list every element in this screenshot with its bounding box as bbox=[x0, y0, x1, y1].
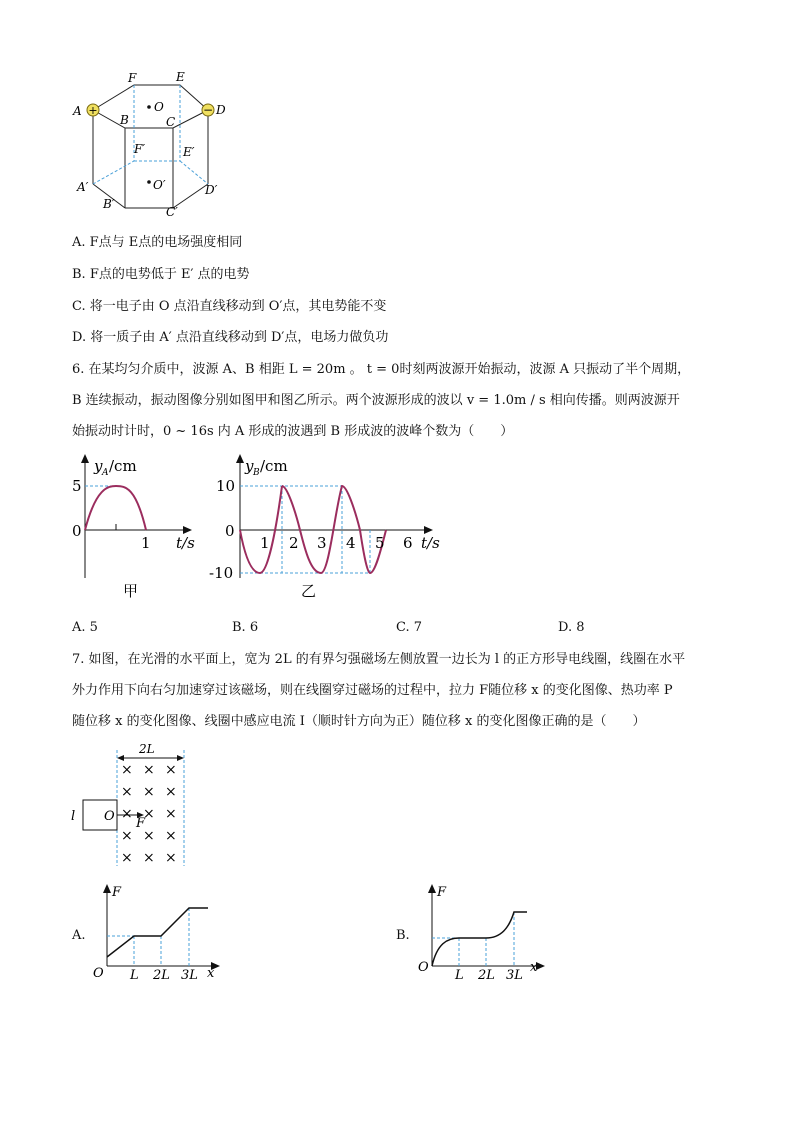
graph-b-tick-neg10: -10 bbox=[209, 564, 234, 582]
field-cross: × bbox=[121, 762, 133, 778]
graph-a-tick-5: 5 bbox=[72, 477, 82, 495]
graph-a bbox=[68, 450, 198, 602]
label-O: O bbox=[154, 100, 164, 114]
option-b-tick: 3L bbox=[506, 968, 523, 980]
graph-a-tick-0: 0 bbox=[72, 522, 82, 540]
option-a-tick: 2L bbox=[153, 968, 170, 980]
q7-option-b-graph bbox=[413, 880, 553, 980]
label-A-prime: A′ bbox=[77, 180, 89, 194]
q5-option-b: B. F点的电势低于 E′ 点的电势 bbox=[72, 267, 250, 282]
field-cross: × bbox=[143, 806, 155, 822]
label-F-prime: F′ bbox=[134, 142, 146, 156]
q7-line-1: 7. 如图，在光滑的水平面上，宽为 2L 的有界匀强磁场左侧放置一边长为 l 的正方形导电线圈，线圈在水平 bbox=[72, 652, 686, 667]
q6-option-d: D. 8 bbox=[558, 620, 585, 635]
field-figure bbox=[66, 738, 196, 870]
option-b-tick: L bbox=[455, 968, 464, 980]
field-cross: × bbox=[165, 806, 177, 822]
plus-sign: + bbox=[88, 104, 98, 117]
q6-line-2: B 连续振动，振动图像分别如图甲和图乙所示。两个波源形成的波以 v = 1.0m / s 相向传播。则两波源开 bbox=[72, 393, 680, 408]
graph-a-caption: 甲 bbox=[123, 582, 139, 600]
field-cross: × bbox=[165, 784, 177, 800]
option-b-ylabel: F bbox=[437, 885, 447, 900]
label-E: E bbox=[176, 70, 185, 84]
q6-line-3: 始振动时计时，0 ~ 16s 内 A 形成的波遇到 B 形成波的波峰个数为（ ） bbox=[72, 424, 514, 439]
graph-a-xlabel: t/s bbox=[176, 534, 195, 552]
field-cross: × bbox=[121, 828, 133, 844]
force-label: F bbox=[136, 816, 146, 831]
q7-option-a-letter: A. bbox=[72, 928, 86, 943]
coil-origin-label: O bbox=[104, 809, 115, 824]
q6-option-a: A. 5 bbox=[72, 620, 98, 635]
option-b-xlabel: x bbox=[530, 960, 538, 975]
graph-b-xlabel: t/s bbox=[421, 534, 440, 552]
q6-line-1: 6. 在某均匀介质中，波源 A、B 相距 L = 20m 。 t = 0时刻两波源开始振动，波源 A 只振动了半个周期， bbox=[72, 362, 691, 377]
option-b-origin: O bbox=[418, 960, 429, 975]
q5-option-d: D. 将一质子由 A′ 点沿直线移动到 D′点，电场力做负功 bbox=[72, 330, 389, 345]
q6-option-c: C. 7 bbox=[396, 620, 423, 635]
q5-option-c: C. 将一电子由 O 点沿直线移动到 O′点，其电势能不变 bbox=[72, 299, 387, 314]
label-B-prime: B′ bbox=[103, 197, 115, 211]
field-cross: × bbox=[121, 806, 133, 822]
option-a-origin: O bbox=[93, 966, 104, 980]
field-cross: × bbox=[121, 850, 133, 866]
field-cross: × bbox=[143, 784, 155, 800]
graph-b-xtick: 4 bbox=[346, 534, 356, 552]
field-cross: × bbox=[143, 850, 155, 866]
option-a-ylabel: F bbox=[112, 885, 122, 900]
label-O-prime: O′ bbox=[153, 178, 166, 192]
label-C-prime: C′ bbox=[166, 205, 178, 219]
graph-a-yunit: /cm bbox=[109, 457, 137, 475]
label-B: B bbox=[120, 113, 129, 127]
graph-b-xtick: 3 bbox=[317, 534, 327, 552]
minus-sign: − bbox=[202, 103, 214, 117]
label-F: F bbox=[128, 71, 137, 85]
label-A: A bbox=[73, 104, 82, 118]
label-D: D bbox=[216, 103, 226, 117]
field-cross: × bbox=[165, 828, 177, 844]
field-cross: × bbox=[165, 850, 177, 866]
field-width-label: 2L bbox=[139, 742, 155, 756]
graph-b bbox=[205, 450, 450, 602]
field-cross: × bbox=[165, 762, 177, 778]
field-cross: × bbox=[143, 828, 155, 844]
q7-option-b-letter: B. bbox=[396, 928, 410, 943]
graph-b-xtick: 5 bbox=[375, 534, 385, 552]
q6-option-b: B. 6 bbox=[232, 620, 259, 635]
graph-b-ylabel: y bbox=[245, 457, 254, 475]
option-a-tick: L bbox=[130, 968, 139, 980]
graph-b-yunit: /cm bbox=[260, 457, 288, 475]
label-C: C bbox=[166, 115, 176, 129]
graph-b-tick-10: 10 bbox=[216, 477, 236, 495]
graph-b-tick-0: 0 bbox=[225, 522, 235, 540]
field-cross: × bbox=[143, 762, 155, 778]
graph-b-ysub: B bbox=[253, 468, 260, 478]
label-D-prime: D′ bbox=[205, 183, 218, 197]
q5-option-a: A. F点与 E点的电场强度相同 bbox=[72, 235, 243, 250]
q7-option-a-graph bbox=[88, 880, 228, 980]
q7-line-2: 外力作用下向右匀加速穿过该磁场，则在线圈穿过磁场的过程中，拉力 F随位移 x 的变化图像、热功率 P bbox=[72, 683, 673, 698]
option-b-tick: 2L bbox=[478, 968, 495, 980]
field-cross: × bbox=[121, 784, 133, 800]
option-a-tick: 3L bbox=[181, 968, 198, 980]
prism-figure bbox=[70, 66, 230, 226]
graph-b-caption: 乙 bbox=[301, 582, 317, 600]
graph-a-tick-1: 1 bbox=[141, 534, 151, 552]
graph-a-ylabel: y bbox=[94, 457, 103, 475]
label-E-prime: E′ bbox=[183, 145, 195, 159]
graph-a-ysub: A bbox=[102, 468, 109, 478]
q7-line-3: 随位移 x 的变化图像、线圈中感应电流 I（顺时针方向为正）随位移 x 的变化图像正确的是（ ） bbox=[72, 714, 646, 729]
graph-b-xtick: 2 bbox=[289, 534, 299, 552]
option-a-xlabel: x bbox=[207, 966, 215, 980]
graph-b-xtick: 6 bbox=[403, 534, 413, 552]
graph-b-xtick: 1 bbox=[260, 534, 270, 552]
coil-side-label: l bbox=[71, 809, 76, 824]
